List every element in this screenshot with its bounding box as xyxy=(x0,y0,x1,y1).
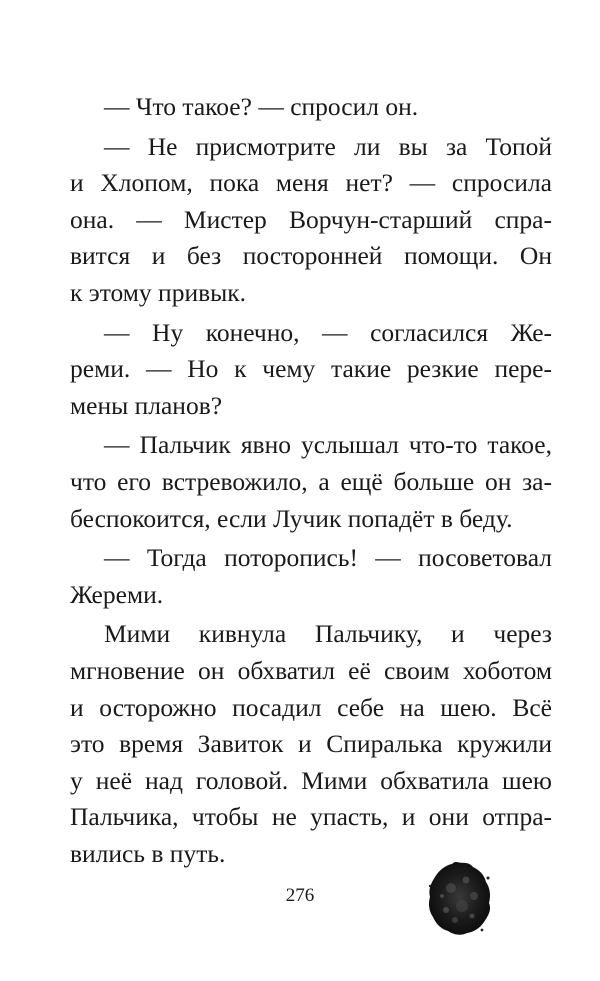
text-line: реми. — Но к чему такие резкие пере- xyxy=(70,354,552,384)
text-line: — Не присмотрите ли вы за Топой xyxy=(104,131,552,161)
text-line: вится и без посторонней помощи. Он xyxy=(70,241,552,271)
text-line: Жереми. xyxy=(70,579,164,609)
paragraph-5 xyxy=(70,540,552,613)
text-line: мены планов? xyxy=(70,390,223,420)
ink-blot-icon xyxy=(424,858,494,938)
page-number: 276 xyxy=(285,885,315,906)
paragraph-4 xyxy=(70,427,552,537)
text-line: беспокоится, если Лучик попадёт в беду. xyxy=(70,503,513,533)
text-line: Мими кивнула Пальчику, и через xyxy=(104,619,552,649)
text-line: — Что такое? — спросил он. xyxy=(104,92,419,121)
text-line: и осторожно посадил себе на шею. Всё xyxy=(70,692,552,722)
text-line: к этому привык. xyxy=(70,277,247,307)
text-line: вились в путь. xyxy=(70,838,226,868)
text-line: — Тогда поторопись! — посоветовал xyxy=(104,543,552,573)
text-line: — Ну конечно, — согласился Же- xyxy=(104,317,552,347)
text-line: мгновение он обхватил её своим хоботом xyxy=(70,655,552,685)
text-line: и Хлопом, пока меня нет? — спросила xyxy=(70,168,552,198)
text-line: она. — Мистер Ворчун-старший спра- xyxy=(70,204,552,234)
paragraph-2 xyxy=(70,129,552,312)
text-line: — Пальчик явно услышал что-то такое, xyxy=(104,430,552,460)
paragraph-1 xyxy=(70,89,552,126)
paragraph-6 xyxy=(70,616,552,872)
text-line: у неё над головой. Мими обхватила шею xyxy=(70,765,552,795)
text-line: Пальчика, чтобы не упасть, и они отпра- xyxy=(70,802,552,832)
paragraph-3 xyxy=(70,315,552,425)
text-line: это время Завиток и Спиралька кружили xyxy=(70,729,552,759)
body-text xyxy=(70,89,552,872)
text-line: что его встревожило, а ещё больше он за- xyxy=(70,466,552,496)
